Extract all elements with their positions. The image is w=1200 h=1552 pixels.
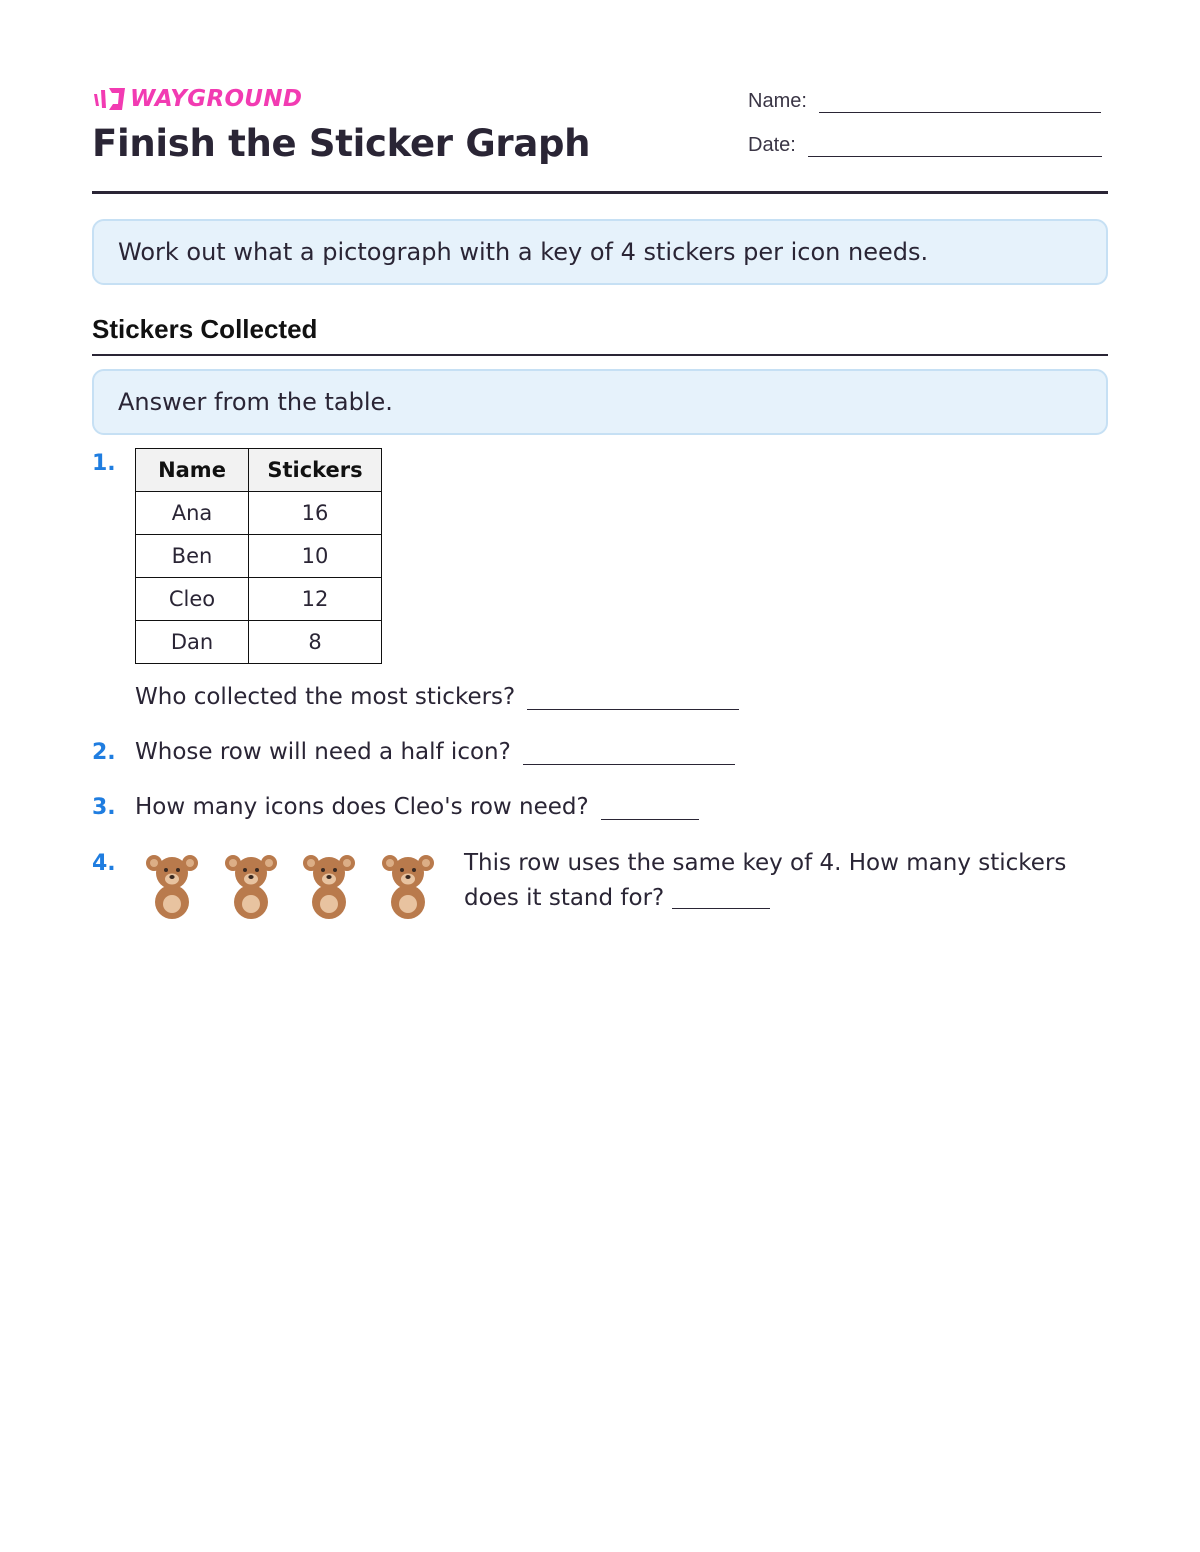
table-row [136, 578, 382, 621]
question-3-text: How many icons does Cleo's row need? [135, 794, 589, 820]
table-cell-name: Dan [136, 621, 249, 664]
header-divider [92, 191, 1108, 194]
question-number-3: 3. [92, 795, 116, 820]
brand-name: WAYGROUND [130, 86, 303, 112]
teddy-bear-icon [223, 852, 279, 920]
name-label: Name: [748, 90, 807, 112]
name-field[interactable] [748, 90, 1101, 113]
section-divider [92, 354, 1108, 356]
stickers-table [135, 448, 382, 664]
answer-blank-4[interactable] [672, 888, 770, 909]
date-label: Date: [748, 134, 796, 156]
teddy-bear-icon [380, 852, 436, 920]
question-2 [135, 739, 735, 765]
worksheet-page [92, 0, 1108, 1552]
table-row [136, 492, 382, 535]
question-2-text: Whose row will need a half icon? [135, 739, 511, 765]
table-cell-name: Cleo [136, 578, 249, 621]
question-number-1: 1. [92, 451, 116, 476]
pictograph-row [144, 852, 458, 920]
table-cell-stickers: 12 [249, 578, 382, 621]
question-3 [135, 794, 699, 820]
table-header-row [136, 449, 382, 492]
answer-blank-1[interactable] [527, 685, 739, 710]
answer-blank-2[interactable] [523, 740, 735, 765]
table-cell-name: Ben [136, 535, 249, 578]
question-1 [135, 684, 739, 710]
answer-blank-3[interactable] [601, 795, 699, 820]
table-header-cell: Name [136, 449, 249, 492]
wayground-logo-icon [92, 86, 126, 112]
table-cell-stickers: 16 [249, 492, 382, 535]
page-title: Finish the Sticker Graph [92, 122, 591, 165]
question-1-text: Who collected the most stickers? [135, 684, 516, 710]
question-4-text: This row uses the same key of 4. How many stickers does it stand for? [464, 850, 1067, 911]
name-blank[interactable] [819, 90, 1101, 113]
table-header-cell: Stickers [249, 449, 382, 492]
table-row [136, 621, 382, 664]
section-title: Stickers Collected [92, 314, 318, 344]
table-cell-name: Ana [136, 492, 249, 535]
table-cell-stickers: 10 [249, 535, 382, 578]
brand-logo [92, 86, 302, 112]
instruction-callout [92, 369, 1108, 435]
date-field[interactable] [748, 134, 1102, 157]
date-blank[interactable] [808, 134, 1102, 157]
question-4 [464, 846, 1104, 916]
intro-callout [92, 219, 1108, 285]
question-number-4: 4. [92, 851, 116, 876]
table-cell-stickers: 8 [249, 621, 382, 664]
teddy-bear-icon [301, 852, 357, 920]
intro-text: Work out what a pictograph with a key of 4 stickers per icon needs. [118, 238, 929, 266]
question-number-2: 2. [92, 740, 116, 765]
teddy-bear-icon [144, 852, 200, 920]
table-row [136, 535, 382, 578]
instruction-text: Answer from the table. [118, 388, 393, 416]
